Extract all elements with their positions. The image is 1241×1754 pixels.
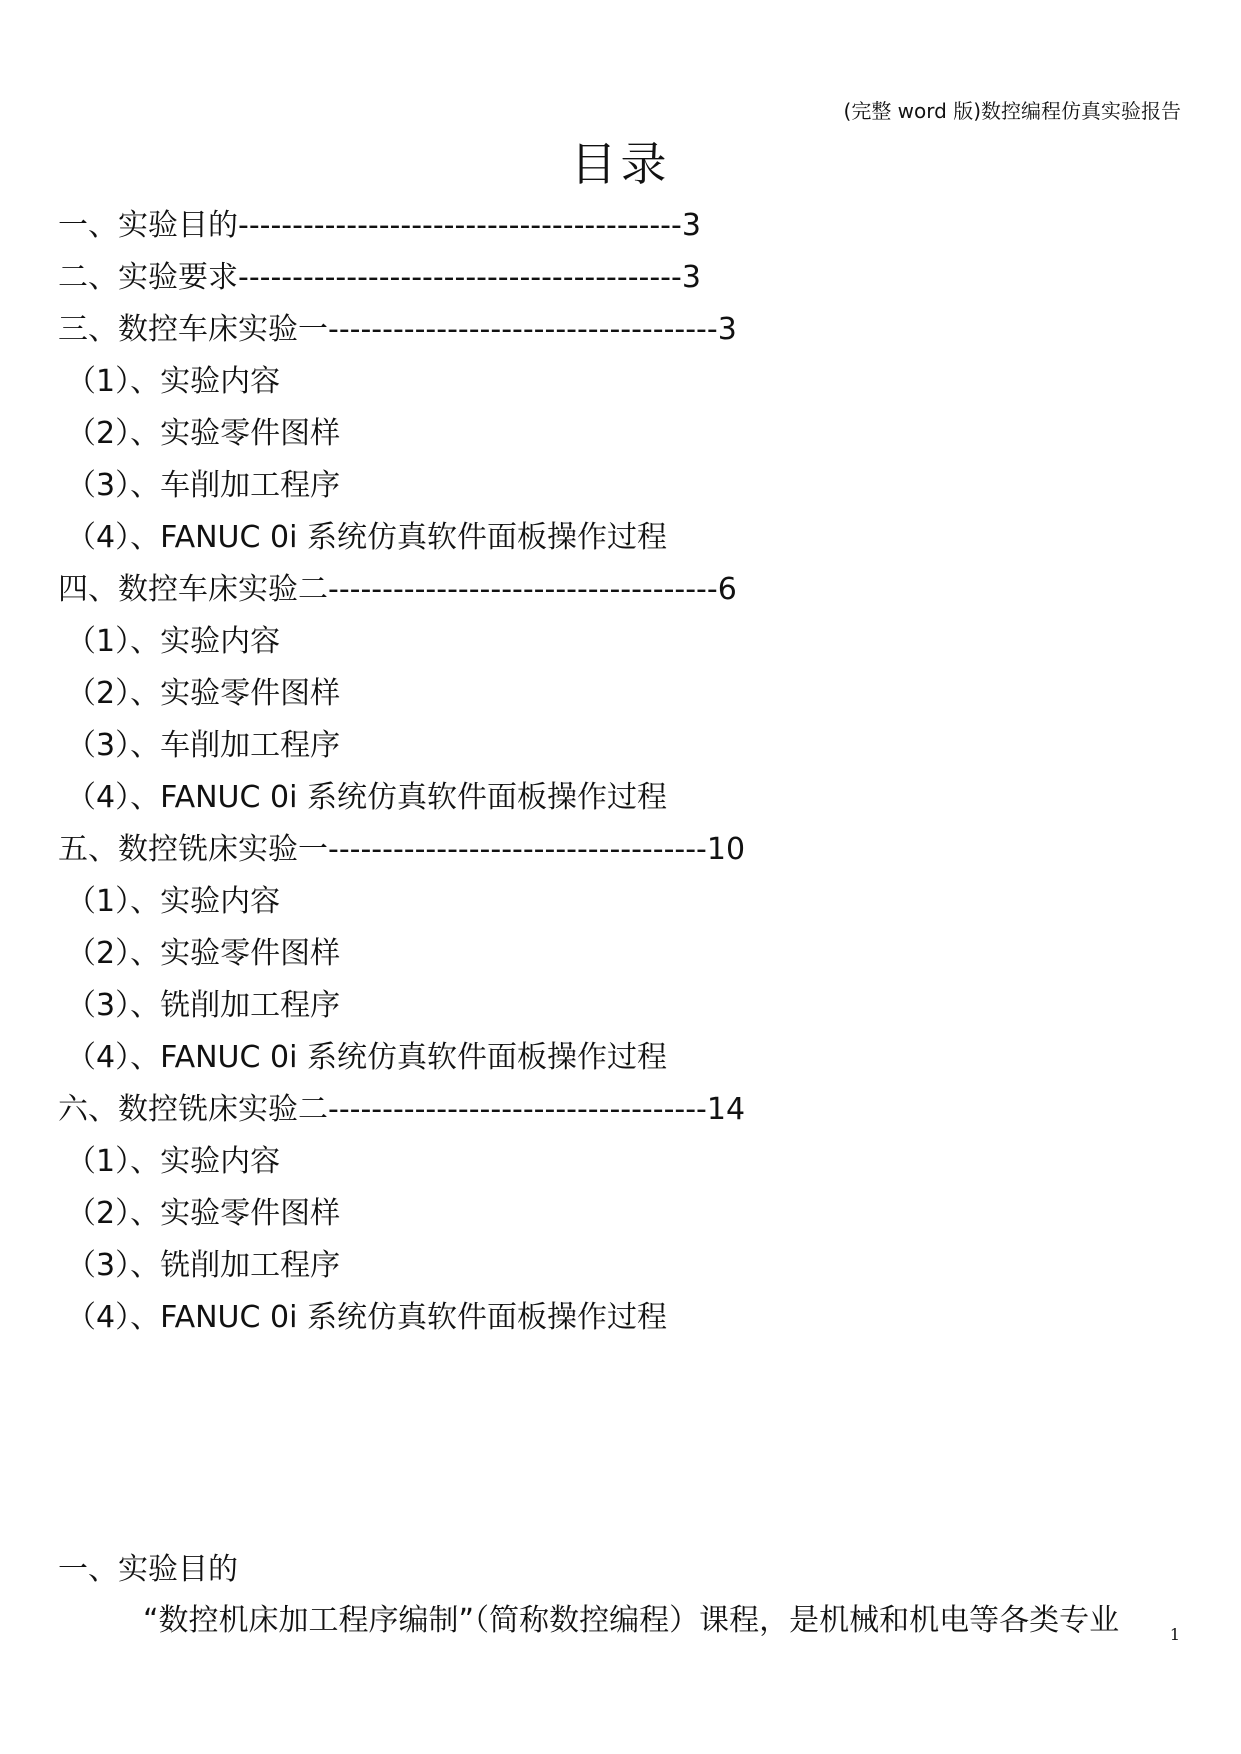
toc-subentry: （2）、实验零件图样 xyxy=(66,1196,341,1231)
section-heading: 一、实验目的 xyxy=(58,1552,238,1587)
table-of-contents xyxy=(58,200,1208,1344)
toc-subentry: （3）、车削加工程序 xyxy=(66,468,341,503)
toc-subentry: （1）、实验内容 xyxy=(66,364,281,399)
toc-subentry: （2）、实验零件图样 xyxy=(66,676,341,711)
toc-subentry: （1）、实验内容 xyxy=(66,884,281,919)
toc-subentry: （2）、实验零件图样 xyxy=(66,936,341,971)
toc-entry: 四、数控车床实验二------------------------------------6 xyxy=(58,572,737,607)
toc-subentry: （4）、FANUC 0i 系统仿真软件面板操作过程 xyxy=(66,780,667,815)
toc-subentry: （1）、实验内容 xyxy=(66,624,281,659)
toc-entry: 一、实验目的-----------------------------------------3 xyxy=(58,208,701,243)
toc-entry: 五、数控铣床实验一-----------------------------------10 xyxy=(58,832,746,867)
toc-subentry: （1）、实验内容 xyxy=(66,1144,281,1179)
toc-subentry: （3）、铣削加工程序 xyxy=(66,1248,341,1283)
toc-entry: 二、实验要求-----------------------------------------3 xyxy=(58,260,701,295)
body-paragraph: “数控机床加工程序编制”（简称数控编程）课程，是机械和机电等各类专业 xyxy=(143,1603,1120,1638)
page-number: 1 xyxy=(1169,1625,1180,1644)
toc-subentry: （4）、FANUC 0i 系统仿真软件面板操作过程 xyxy=(66,1300,667,1335)
toc-entry: 六、数控铣床实验二-----------------------------------14 xyxy=(58,1092,746,1127)
page-title: 目录 xyxy=(570,137,671,191)
toc-subentry: （4）、FANUC 0i 系统仿真软件面板操作过程 xyxy=(66,520,667,555)
toc-subentry: （3）、铣削加工程序 xyxy=(66,988,341,1023)
toc-subentry: （4）、FANUC 0i 系统仿真软件面板操作过程 xyxy=(66,1040,667,1075)
toc-subentry: （3）、车削加工程序 xyxy=(66,728,341,763)
toc-subentry: （2）、实验零件图样 xyxy=(66,416,341,451)
toc-entry: 三、数控车床实验一------------------------------------3 xyxy=(58,312,737,347)
running-header: (完整 word 版)数控编程仿真实验报告 xyxy=(843,99,1181,123)
